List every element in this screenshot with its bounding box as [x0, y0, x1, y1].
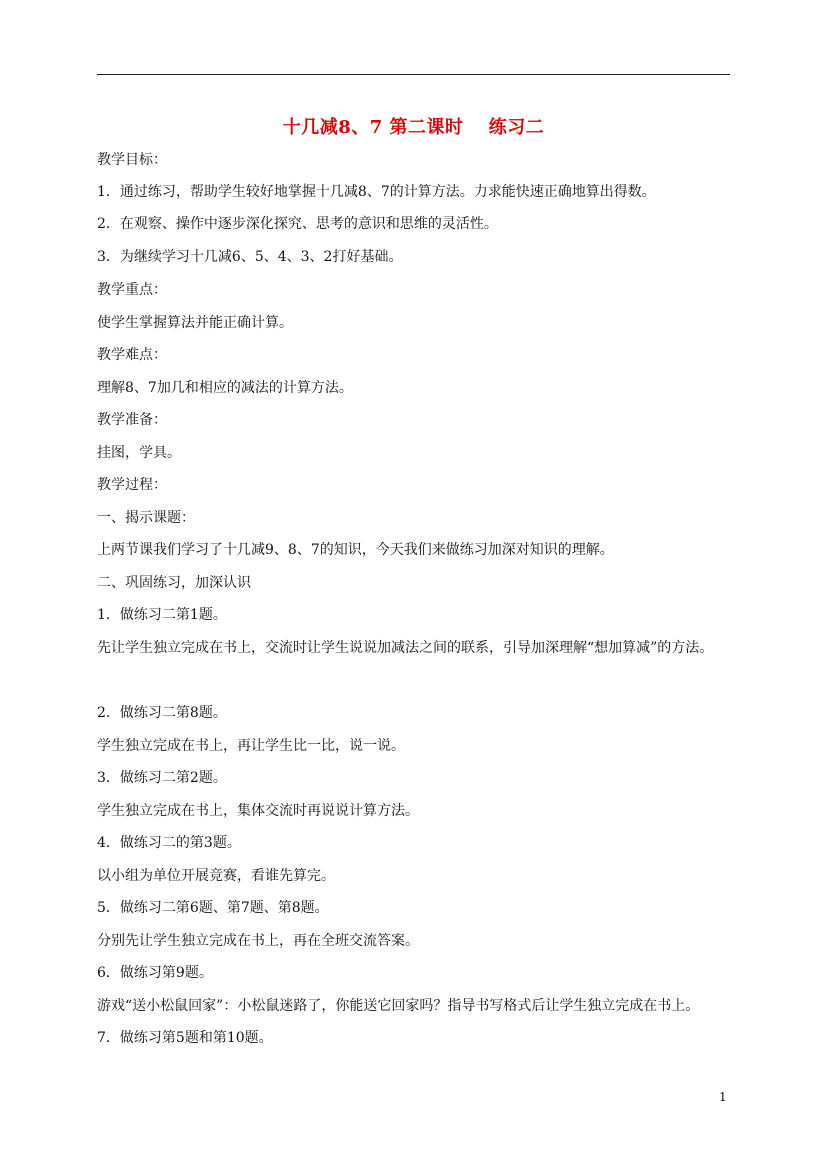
- text-line: 教学重点：: [97, 282, 167, 298]
- text-line: 1．通过练习，帮助学生较好地掌握十几减8、7的计算方法。力求能快速正确地算出得数。: [97, 184, 656, 200]
- text-line: 一、揭示课题：: [97, 510, 195, 526]
- text-line: 3．为继续学习十几减6、5、4、3、2打好基础。: [97, 249, 403, 265]
- text-line: 教学目标：: [97, 152, 167, 168]
- text-line: 二、巩固练习，加深认识: [97, 575, 251, 591]
- text-line: 分别先让学生独立完成在书上，再在全班交流答案。: [97, 933, 419, 949]
- text-line: 5．做练习二第6题、第7题、第8题。: [97, 900, 329, 916]
- text-line: 1．做练习二第1题。: [97, 607, 227, 623]
- page-number: 1: [719, 1090, 727, 1104]
- text-line: 使学生掌握算法并能正确计算。: [97, 315, 293, 331]
- text-line: 6．做练习第9题。: [97, 965, 213, 981]
- text-line: 挂图，学具。: [97, 445, 181, 461]
- text-line: 7．做练习第5题和第10题。: [97, 1030, 273, 1046]
- text-line: 游戏“送小松鼠回家”：小松鼠迷路了，你能送它回家吗？指导书写格式后让学生独立完成在书上。: [97, 998, 700, 1014]
- text-line: 学生独立完成在书上，再让学生比一比，说一说。: [97, 738, 405, 754]
- text-line: 教学准备：: [97, 412, 167, 428]
- text-line: 教学难点：: [97, 347, 167, 363]
- text-line: 学生独立完成在书上，集体交流时再说说计算方法。: [97, 803, 419, 819]
- text-line: 2．做练习二第8题。: [97, 705, 227, 721]
- text-paragraph: 先让学生独立完成在书上，交流时让学生说说加减法之间的联系，引导加深理解“想加算减”的方法。: [97, 640, 714, 656]
- text-line: 理解8、7加几和相应的减法的计算方法。: [97, 380, 353, 396]
- text-line: 教学过程：: [97, 477, 167, 493]
- text-line: 2．在观察、操作中逐步深化探究、思考的意识和思维的灵活性。: [97, 216, 498, 232]
- header-rule: [97, 74, 730, 75]
- text-line: 上两节课我们学习了十几减9、8、7的知识，今天我们来做练习加深对知识的理解。: [97, 542, 614, 558]
- text-line: 3．做练习二第2题。: [97, 770, 227, 786]
- text-line: 以小组为单位开展竞赛，看谁先算完。: [97, 868, 335, 884]
- text-line: 4．做练习二的第3题。: [97, 835, 241, 851]
- document-title: 十几减8、7 第二课时 练习二: [282, 117, 545, 138]
